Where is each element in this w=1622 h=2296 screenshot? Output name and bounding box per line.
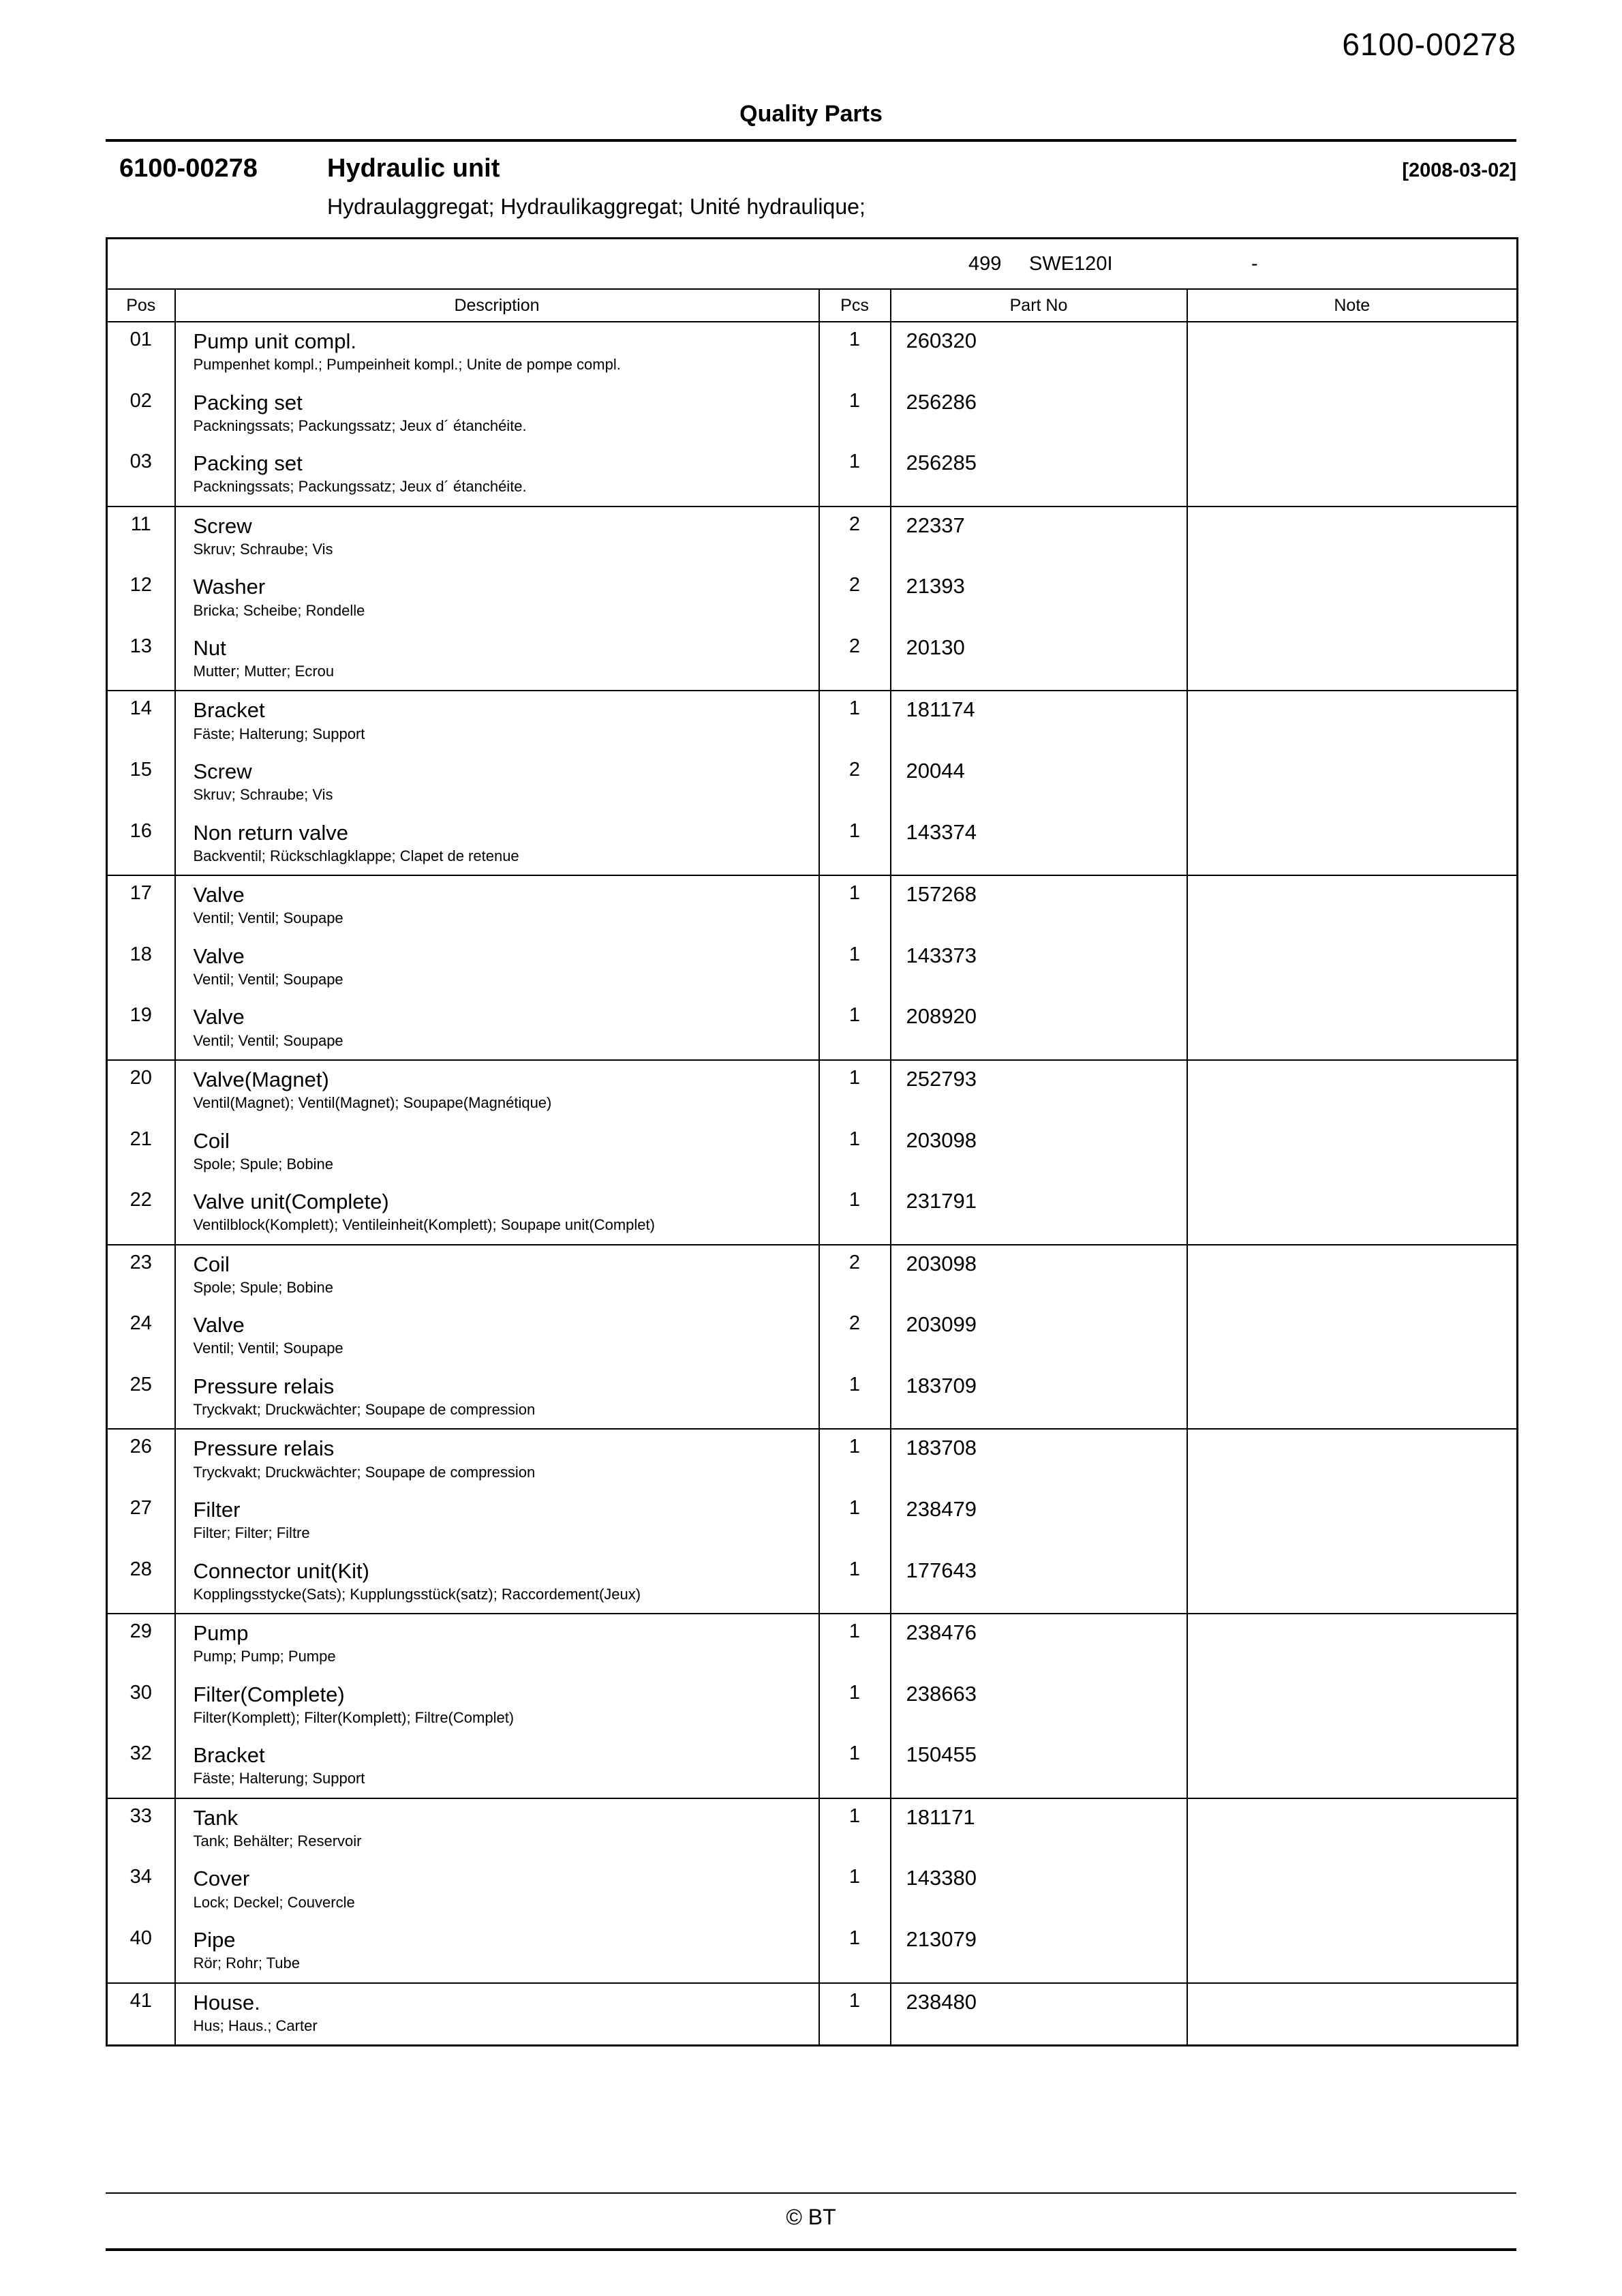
- pos-cell: 20: [107, 1060, 175, 1122]
- pcs-cell: 1: [819, 1921, 891, 1983]
- part-no-cell: 20130: [891, 629, 1187, 691]
- description-main: Pump unit compl.: [193, 329, 356, 353]
- part-no-cell: 203098: [891, 1245, 1187, 1307]
- description-translations: Filter(Komplett); Filter(Komplett); Filtre(Complet): [193, 1708, 515, 1726]
- column-header-part-no: Part No: [891, 289, 1187, 322]
- note-cell: [1187, 507, 1518, 569]
- pos-cell: 23: [107, 1245, 175, 1307]
- description-translations: Fäste; Halterung; Support: [193, 725, 365, 742]
- pcs-cell: 1: [819, 875, 891, 937]
- description-main: Bracket: [193, 1743, 265, 1768]
- table-row: [107, 1368, 1518, 1430]
- note-cell: [1187, 1552, 1518, 1614]
- title-translations: Hydraulaggregat; Hydraulikaggregat; Unité hydraulique;: [327, 194, 866, 219]
- note-cell: [1187, 629, 1518, 691]
- model-row: [107, 239, 1518, 290]
- description-main: Pressure relais: [193, 1374, 335, 1398]
- pos-cell: 14: [107, 691, 175, 753]
- column-header-note: Note: [1187, 289, 1518, 322]
- description-translations: Tryckvakt; Druckwächter; Soupape de compression: [193, 1463, 536, 1481]
- description-cell: [175, 444, 819, 507]
- description-cell: [175, 1429, 819, 1491]
- table-row: [107, 691, 1518, 753]
- part-no-cell: 208920: [891, 998, 1187, 1060]
- pos-cell: 18: [107, 937, 175, 999]
- description-main: Valve: [193, 943, 245, 968]
- description-cell: [175, 814, 819, 876]
- table-row: [107, 629, 1518, 691]
- table-row: [107, 384, 1518, 445]
- description-main: Packing set: [193, 390, 303, 414]
- note-cell: [1187, 1921, 1518, 1983]
- note-cell: [1187, 1798, 1518, 1860]
- description-cell: [175, 691, 819, 753]
- description-cell: [175, 1798, 819, 1860]
- description-cell: [175, 1921, 819, 1983]
- note-cell: [1187, 1676, 1518, 1737]
- part-no-cell: 20044: [891, 753, 1187, 814]
- note-cell: [1187, 1860, 1518, 1921]
- header-rule: [106, 139, 1516, 142]
- column-header-pcs: Pcs: [819, 289, 891, 322]
- note-cell: [1187, 814, 1518, 876]
- header-doc-number: 6100-00278: [1342, 27, 1516, 62]
- note-cell: [1187, 1491, 1518, 1552]
- pos-cell: 40: [107, 1921, 175, 1983]
- part-no-cell: 256286: [891, 384, 1187, 445]
- table-row: [107, 875, 1518, 937]
- pcs-cell: 1: [819, 1060, 891, 1122]
- title-doc-number: 6100-00278: [119, 154, 258, 183]
- pcs-cell: 1: [819, 937, 891, 999]
- description-cell: [175, 937, 819, 999]
- note-cell: [1187, 1245, 1518, 1307]
- pcs-cell: 1: [819, 1798, 891, 1860]
- part-no-cell: 177643: [891, 1552, 1187, 1614]
- table-row: [107, 322, 1518, 384]
- pcs-cell: 1: [819, 814, 891, 876]
- description-cell: [175, 1122, 819, 1183]
- pos-cell: 22: [107, 1183, 175, 1245]
- table-row: [107, 1491, 1518, 1552]
- table-row: [107, 1676, 1518, 1737]
- pos-cell: 17: [107, 875, 175, 937]
- description-main: Valve: [193, 1313, 245, 1338]
- part-no-cell: 256285: [891, 444, 1187, 507]
- pos-cell: 12: [107, 568, 175, 629]
- note-cell: [1187, 1368, 1518, 1430]
- description-translations: Pumpenhet kompl.; Pumpeinheit kompl.; Unite de pompe compl.: [193, 356, 621, 374]
- description-main: Pipe: [193, 1928, 236, 1952]
- description-main: Non return valve: [193, 820, 348, 845]
- description-cell: [175, 1245, 819, 1307]
- model-name: SWE120I: [1029, 253, 1113, 275]
- part-no-cell: 181174: [891, 691, 1187, 753]
- note-cell: [1187, 998, 1518, 1060]
- description-cell: [175, 1306, 819, 1368]
- table-row: [107, 1860, 1518, 1921]
- description-cell: [175, 998, 819, 1060]
- description-cell: [175, 629, 819, 691]
- pcs-cell: 1: [819, 444, 891, 507]
- pos-cell: 26: [107, 1429, 175, 1491]
- pos-cell: 19: [107, 998, 175, 1060]
- pos-cell: 32: [107, 1736, 175, 1798]
- table-row: [107, 1060, 1518, 1122]
- description-translations: Rör; Rohr; Tube: [193, 1954, 301, 1972]
- pcs-cell: 2: [819, 568, 891, 629]
- part-no-cell: 150455: [891, 1736, 1187, 1798]
- page-title: Hydraulic unit: [327, 154, 500, 183]
- footer-rule-top: [106, 2192, 1516, 2194]
- description-translations: Ventil(Magnet); Ventil(Magnet); Soupape(Magnétique): [193, 1094, 552, 1112]
- pos-cell: 29: [107, 1614, 175, 1676]
- description-cell: [175, 1860, 819, 1921]
- note-cell: [1187, 384, 1518, 445]
- model-code: 499: [968, 253, 1002, 275]
- description-cell: [175, 1736, 819, 1798]
- pos-cell: 16: [107, 814, 175, 876]
- part-no-cell: 238663: [891, 1676, 1187, 1737]
- description-main: Tank: [193, 1805, 238, 1830]
- table-row: [107, 1245, 1518, 1307]
- pos-cell: 25: [107, 1368, 175, 1430]
- pcs-cell: 1: [819, 1122, 891, 1183]
- description-main: House.: [193, 1990, 260, 2014]
- description-cell: [175, 1552, 819, 1614]
- description-translations: Mutter; Mutter; Ecrou: [193, 663, 335, 680]
- table-row: [107, 1183, 1518, 1245]
- note-cell: [1187, 1183, 1518, 1245]
- table-row: [107, 1921, 1518, 1983]
- pcs-cell: 1: [819, 1552, 891, 1614]
- pcs-cell: 1: [819, 1676, 891, 1737]
- description-cell: [175, 1183, 819, 1245]
- description-translations: Pump; Pump; Pumpe: [193, 1648, 336, 1665]
- pos-cell: 24: [107, 1306, 175, 1368]
- description-cell: [175, 384, 819, 445]
- pos-cell: 11: [107, 507, 175, 569]
- description-translations: Ventil; Ventil; Soupape: [193, 1031, 343, 1049]
- part-no-cell: 213079: [891, 1921, 1187, 1983]
- model-row-inner: [108, 239, 1516, 288]
- description-main: Pump: [193, 1621, 249, 1646]
- parts-table-head: [107, 239, 1518, 322]
- part-no-cell: 183708: [891, 1429, 1187, 1491]
- pcs-cell: 1: [819, 1614, 891, 1676]
- description-cell: [175, 1060, 819, 1122]
- part-no-cell: 143373: [891, 937, 1187, 999]
- note-cell: [1187, 1983, 1518, 2046]
- pcs-cell: 2: [819, 1245, 891, 1307]
- note-cell: [1187, 444, 1518, 507]
- part-no-cell: 22337: [891, 507, 1187, 569]
- part-no-cell: 181171: [891, 1798, 1187, 1860]
- pcs-cell: 1: [819, 322, 891, 384]
- pos-cell: 27: [107, 1491, 175, 1552]
- table-row: [107, 1614, 1518, 1676]
- description-main: Nut: [193, 635, 226, 660]
- column-header-description: Description: [175, 289, 819, 322]
- note-cell: [1187, 1060, 1518, 1122]
- part-no-cell: 203098: [891, 1122, 1187, 1183]
- note-cell: [1187, 753, 1518, 814]
- pcs-cell: 1: [819, 1736, 891, 1798]
- pos-cell: 30: [107, 1676, 175, 1737]
- table-row: [107, 814, 1518, 876]
- description-translations: Filter; Filter; Filtre: [193, 1524, 310, 1542]
- pos-cell: 21: [107, 1122, 175, 1183]
- description-cell: [175, 568, 819, 629]
- description-translations: Ventil; Ventil; Soupape: [193, 909, 343, 927]
- note-cell: [1187, 691, 1518, 753]
- description-translations: Kopplingsstycke(Sats); Kupplungsstück(satz); Raccordement(Jeux): [193, 1585, 641, 1603]
- pos-cell: 15: [107, 753, 175, 814]
- part-no-cell: 143380: [891, 1860, 1187, 1921]
- part-no-cell: 21393: [891, 568, 1187, 629]
- footer-copyright: © BT: [786, 2205, 836, 2229]
- parts-table: [106, 237, 1518, 2046]
- description-main: Bracket: [193, 698, 265, 723]
- table-row: [107, 568, 1518, 629]
- revision-date: [2008-03-02]: [1402, 160, 1516, 181]
- footer-rule-bottom: [106, 2248, 1516, 2251]
- pos-cell: 03: [107, 444, 175, 507]
- pos-cell: 41: [107, 1983, 175, 2046]
- part-no-cell: 260320: [891, 322, 1187, 384]
- description-cell: [175, 1491, 819, 1552]
- description-translations: Skruv; Schraube; Vis: [193, 786, 333, 804]
- description-translations: Fäste; Halterung; Support: [193, 1770, 365, 1787]
- description-cell: [175, 1983, 819, 2046]
- pos-cell: 01: [107, 322, 175, 384]
- note-cell: [1187, 937, 1518, 999]
- pcs-cell: 1: [819, 1491, 891, 1552]
- description-main: Washer: [193, 575, 266, 599]
- part-no-cell: 183709: [891, 1368, 1187, 1430]
- table-row: [107, 1122, 1518, 1183]
- description-translations: Bricka; Scheibe; Rondelle: [193, 601, 365, 619]
- note-cell: [1187, 1429, 1518, 1491]
- description-cell: [175, 753, 819, 814]
- description-main: Valve unit(Complete): [193, 1190, 389, 1214]
- description-cell: [175, 875, 819, 937]
- table-row: [107, 1552, 1518, 1614]
- description-translations: Skruv; Schraube; Vis: [193, 540, 333, 558]
- part-no-cell: 143374: [891, 814, 1187, 876]
- description-main: Filter: [193, 1497, 241, 1522]
- description-translations: Ventil; Ventil; Soupape: [193, 1340, 343, 1357]
- column-header-row: [107, 289, 1518, 322]
- note-cell: [1187, 1122, 1518, 1183]
- description-main: Pressure relais: [193, 1436, 335, 1461]
- description-main: Packing set: [193, 451, 303, 476]
- table-row: [107, 1429, 1518, 1491]
- pcs-cell: 1: [819, 1368, 891, 1430]
- model-serial-range: -: [1251, 253, 1258, 275]
- pcs-cell: 1: [819, 384, 891, 445]
- pos-cell: 33: [107, 1798, 175, 1860]
- table-row: [107, 1798, 1518, 1860]
- description-translations: Hus; Haus.; Carter: [193, 2016, 318, 2034]
- pos-cell: 34: [107, 1860, 175, 1921]
- table-row: [107, 753, 1518, 814]
- pcs-cell: 2: [819, 507, 891, 569]
- pos-cell: 02: [107, 384, 175, 445]
- description-cell: [175, 1368, 819, 1430]
- parts-table-body: [107, 322, 1518, 2046]
- description-translations: Packningssats; Packungssatz; Jeux d´ étanchéite.: [193, 417, 527, 434]
- description-main: Valve(Magnet): [193, 1067, 329, 1091]
- pcs-cell: 1: [819, 1183, 891, 1245]
- description-translations: Tryckvakt; Druckwächter; Soupape de compression: [193, 1401, 536, 1419]
- pos-cell: 13: [107, 629, 175, 691]
- description-main: Coil: [193, 1128, 230, 1153]
- description-translations: Ventilblock(Komplett); Ventileinheit(Komplett); Soupape unit(Complet): [193, 1216, 655, 1234]
- description-main: Filter(Complete): [193, 1682, 345, 1706]
- pcs-cell: 1: [819, 691, 891, 753]
- table-row: [107, 1983, 1518, 2046]
- column-header-pos: Pos: [107, 289, 175, 322]
- description-main: Valve: [193, 883, 245, 907]
- description-cell: [175, 1676, 819, 1737]
- description-translations: Lock; Deckel; Couvercle: [193, 1893, 355, 1911]
- pcs-cell: 1: [819, 1429, 891, 1491]
- header-center-title: Quality Parts: [739, 101, 883, 127]
- pcs-cell: 2: [819, 1306, 891, 1368]
- description-translations: Ventil; Ventil; Soupape: [193, 970, 343, 988]
- table-row: [107, 1736, 1518, 1798]
- part-no-cell: 238476: [891, 1614, 1187, 1676]
- pcs-cell: 1: [819, 1983, 891, 2046]
- description-translations: Backventil; Rückschlagklappe; Clapet de retenue: [193, 847, 519, 864]
- pcs-cell: 1: [819, 1860, 891, 1921]
- part-no-cell: 238479: [891, 1491, 1187, 1552]
- part-no-cell: 252793: [891, 1060, 1187, 1122]
- note-cell: [1187, 1306, 1518, 1368]
- description-translations: Spole; Spule; Bobine: [193, 1155, 333, 1173]
- description-translations: Tank; Behälter; Reservoir: [193, 1832, 362, 1850]
- description-cell: [175, 507, 819, 569]
- part-no-cell: 157268: [891, 875, 1187, 937]
- description-main: Valve: [193, 1005, 245, 1029]
- pcs-cell: 2: [819, 629, 891, 691]
- part-no-cell: 203099: [891, 1306, 1187, 1368]
- part-no-cell: 238480: [891, 1983, 1187, 2046]
- note-cell: [1187, 1614, 1518, 1676]
- table-row: [107, 1306, 1518, 1368]
- table-row: [107, 937, 1518, 999]
- description-main: Screw: [193, 513, 252, 538]
- table-row: [107, 444, 1518, 507]
- note-cell: [1187, 1736, 1518, 1798]
- pos-cell: 28: [107, 1552, 175, 1614]
- table-row: [107, 507, 1518, 569]
- description-main: Coil: [193, 1252, 230, 1276]
- note-cell: [1187, 568, 1518, 629]
- description-main: Connector unit(Kit): [193, 1558, 369, 1583]
- description-cell: [175, 1614, 819, 1676]
- pcs-cell: 1: [819, 998, 891, 1060]
- table-row: [107, 998, 1518, 1060]
- part-no-cell: 231791: [891, 1183, 1187, 1245]
- description-translations: Packningssats; Packungssatz; Jeux d´ étanchéite.: [193, 478, 527, 496]
- note-cell: [1187, 875, 1518, 937]
- description-main: Cover: [193, 1867, 250, 1891]
- description-translations: Spole; Spule; Bobine: [193, 1278, 333, 1296]
- description-cell: [175, 322, 819, 384]
- note-cell: [1187, 322, 1518, 384]
- pcs-cell: 2: [819, 753, 891, 814]
- description-main: Screw: [193, 759, 252, 784]
